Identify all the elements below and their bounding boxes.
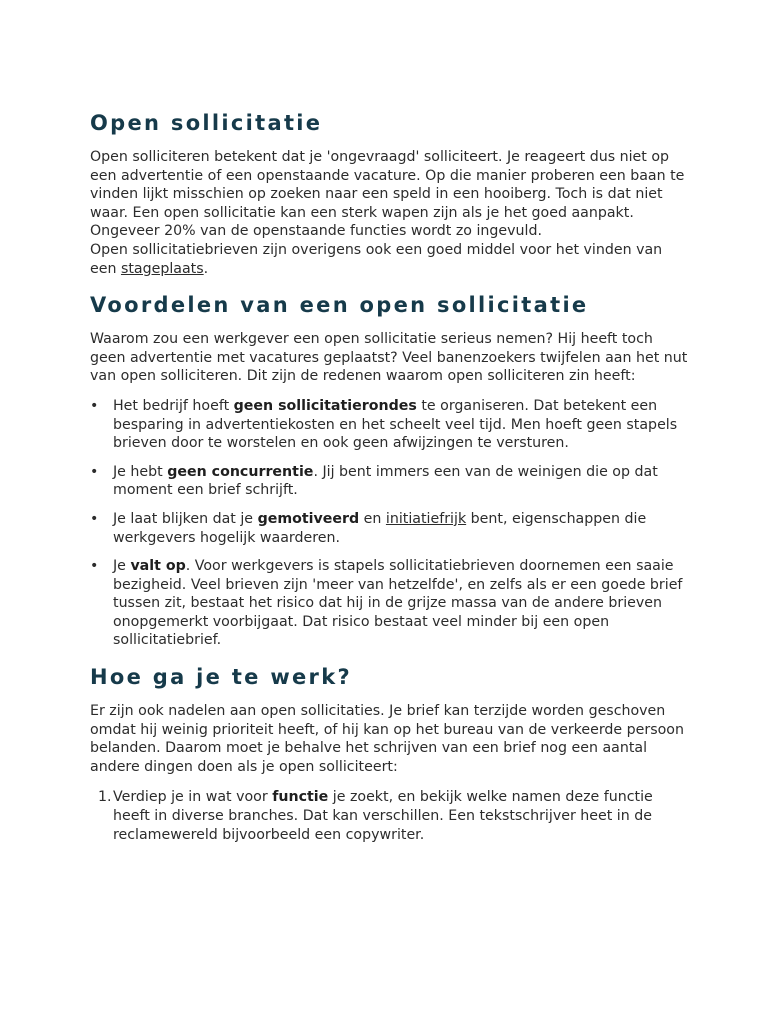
document-content [90, 109, 690, 844]
intro-paragraph: Open solliciteren betekent dat je 'ongevraagd' solliciteert. Je reageert dus niet op een advertentie of een openstaande vacature. Op die manier proberen een baan te vinden lijkt misschien op zoeken naar een speld in een hooiberg. Toch is dat niet waar. Een open sollicitatie kan een sterk wapen zijn als je het goed aanpakt. Ongeveer 20% van de openstaande functies wordt zo ingevuld. [90, 149, 685, 240]
list-number: 1. [98, 789, 112, 806]
werk-list [90, 788, 690, 844]
voordelen-intro: Waarom zou een werkgever een open sollicitatie serieus nemen? Hij heeft toch geen advertentie met vacatures geplaatst? Veel banenzoekers twijfelen aan het nut van open solliciteren. Dit zijn de redenen waarom open solliciteren zin heeft: [90, 331, 688, 385]
list-item: • Je valt op. Voor werkgevers is stapels sollicitatiebrieven doornemen een saaie bezigheid. Veel brieven zijn 'meer van hetzelfde', en zelfs als er een goede brief tussen zit, bestaat het risico dat hij in de grijze massa van de andere brieven onopgemerkt voorbijgaat. Dat risico bestaat veel minder bij een open sollicitatiebrief. [90, 558, 683, 649]
werk-intro: Er zijn ook nadelen aan open sollicitaties. Je brief kan terzijde worden geschoven omdat hij weinig prioriteit heeft, of hij kan op het bureau van de verkeerde persoon belanden. Daarom moet je behalve het schrijven van een brief nog een aantal andere dingen doen als je open solliciteert: [90, 703, 684, 775]
bullet-icon: • [90, 463, 99, 480]
list-item: • Het bedrijf hoeft geen sollicitatierondes te organiseren. Dat betekent een besparing in advertentiekosten en het scheelt veel tijd. Men hoeft geen stapels brieven door te worstelen en ook geen afwijzingen te versturen. [90, 397, 678, 452]
stage-paragraph: Open sollicitatiebrieven zijn overigens ook een goed middel voor het vinden van een stageplaats. [90, 241, 663, 277]
list-item: • Je hebt geen concurrentie. Jij bent immers een van de weinigen die op dat moment een brief schrijft. [90, 463, 658, 499]
heading-open-sollicitatie: Open sollicitatie [90, 111, 323, 135]
list-item: • Je laat blijken dat je gemotiveerd en initiatiefrijk bent, eigenschappen die werkgevers hogelijk waarderen. [90, 510, 647, 546]
bullet-icon: • [90, 397, 99, 414]
heading-hoe-ga-je-te-werk: Hoe ga je te werk? [90, 665, 352, 690]
initiatiefrijk-link[interactable]: initiatiefrijk [385, 510, 467, 527]
list-item: 1. Verdiep je in wat voor functie je zoekt, en bekijk welke namen deze functie heeft in diverse branches. Dat kan verschillen. Een tekstschrijver heet in de reclamewereld bijvoorbeeld een copywriter. [98, 789, 653, 843]
voordelen-list [90, 397, 690, 650]
bullet-icon: • [90, 510, 99, 527]
stageplaats-link[interactable]: stageplaats [120, 260, 204, 277]
heading-voordelen: Voordelen van een open sollicitatie [90, 293, 589, 318]
bullet-icon: • [90, 558, 99, 575]
